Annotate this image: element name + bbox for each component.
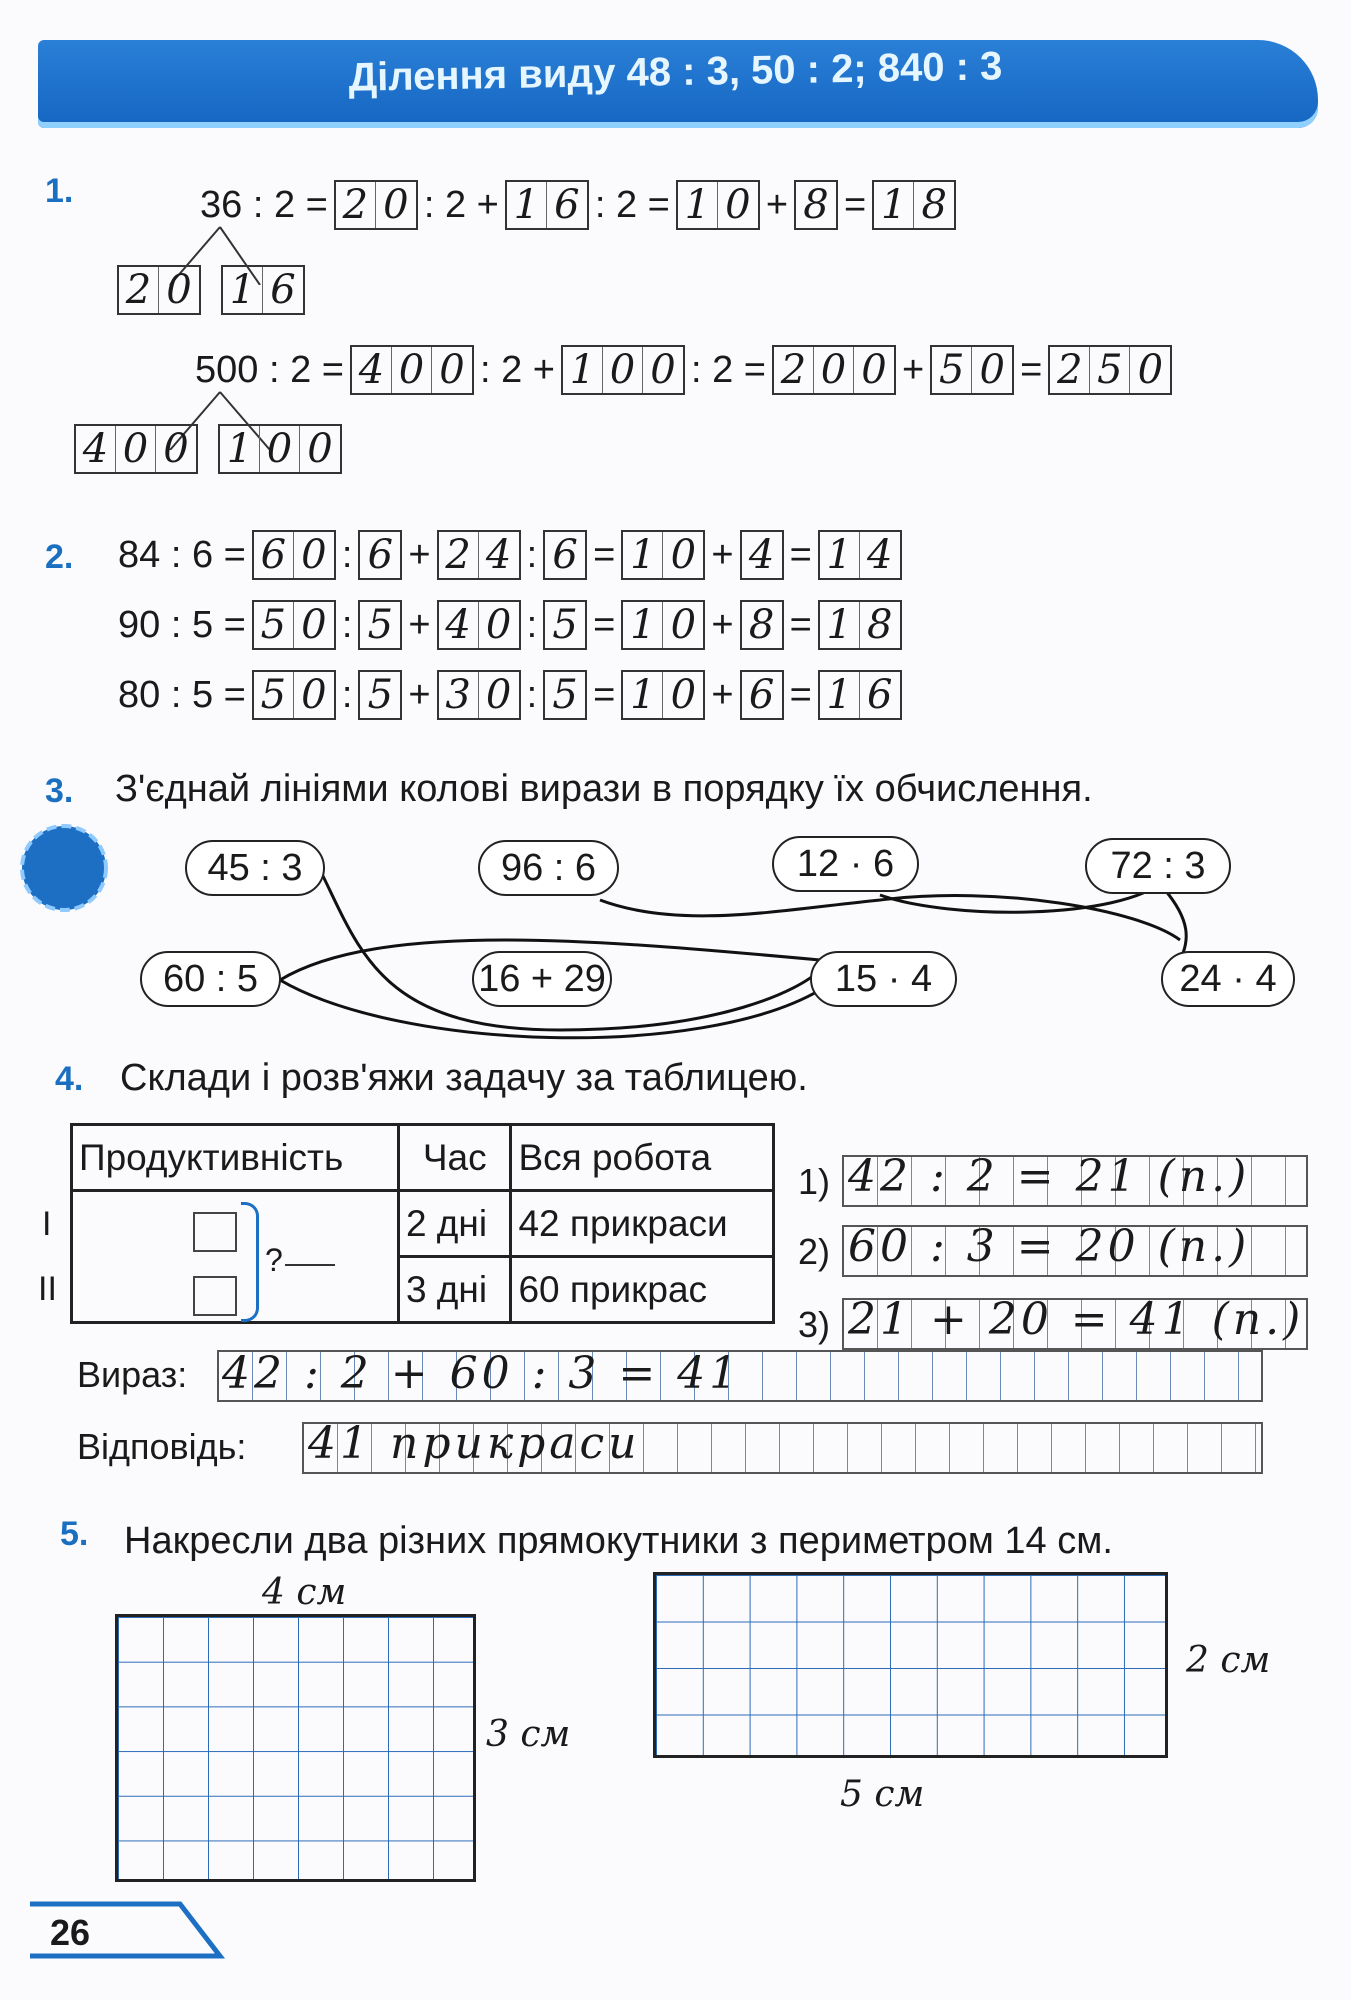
divider	[285, 1264, 335, 1266]
digit: 1	[874, 182, 914, 228]
digit: 0	[116, 426, 156, 472]
grid-cell	[984, 1424, 1018, 1472]
digit: 0	[301, 672, 327, 718]
answer-label: Відповідь:	[77, 1426, 247, 1467]
work-cell: 42 прикраси	[511, 1191, 774, 1257]
rect2-height-label: 2 см	[1186, 1640, 1271, 1681]
ex2-row	[112, 600, 902, 650]
time-cell: 3 дні	[398, 1257, 511, 1323]
oval-expression[interactable]: 16 + 29	[472, 951, 612, 1007]
expression: 80 : 5 =	[118, 673, 246, 716]
operator: =	[844, 183, 867, 226]
answer-box[interactable]	[676, 180, 760, 230]
expression: 36 : 2 =	[200, 183, 328, 226]
answer-box[interactable]	[1048, 345, 1172, 395]
oval-expression[interactable]: 15 · 4	[810, 951, 957, 1007]
digit: 0	[392, 347, 432, 393]
grid-cell	[865, 1352, 899, 1400]
grid-cell	[1137, 1352, 1171, 1400]
exercise-4-number: 4.	[55, 1060, 84, 1098]
digit: 4	[76, 426, 116, 472]
exercise-3-number: 3.	[45, 772, 74, 810]
exercise-2-number: 2.	[45, 538, 74, 576]
table-row	[72, 1191, 774, 1257]
answer-text: 41 прикраси	[308, 1418, 641, 1469]
answer-box[interactable]	[818, 600, 902, 650]
digit: 1	[563, 347, 603, 393]
operator: =	[593, 603, 616, 646]
digit: 8	[748, 602, 775, 648]
grid-cell	[882, 1424, 916, 1472]
digit: 0	[979, 347, 1005, 393]
grid-cell	[1018, 1424, 1052, 1472]
step-text: 42 : 2 = 21 (п.)	[848, 1151, 1251, 1202]
grid-cell	[950, 1424, 984, 1472]
digit: 1	[820, 672, 860, 718]
digit: 5	[254, 672, 294, 718]
operator: =	[1020, 348, 1043, 391]
step-text: 21 + 20 = 41 (п.)	[848, 1294, 1305, 1345]
digit: 0	[725, 182, 751, 228]
digit: 6	[270, 267, 296, 313]
step-number: 2)	[798, 1231, 831, 1272]
digit: 1	[623, 602, 663, 648]
operator: : 2 +	[479, 348, 555, 391]
empty-box[interactable]	[193, 1212, 237, 1252]
expression: 84 : 6 =	[118, 533, 246, 576]
operator: +	[711, 603, 734, 646]
operator: +	[765, 183, 789, 226]
grid-cell	[1222, 1424, 1256, 1472]
brace-icon	[241, 1202, 259, 1322]
digit: 4	[748, 532, 775, 578]
oval-expression[interactable]: 96 : 6	[478, 840, 619, 896]
operator: +	[408, 603, 431, 646]
digit: 5	[367, 602, 394, 648]
header-cell: Вся робота	[511, 1125, 774, 1191]
operator: +	[408, 673, 431, 716]
digit: 6	[748, 672, 775, 718]
exercise-5-task: Накресли два різних прямокутники з периметром 14 см.	[124, 1520, 1113, 1562]
step-number: 1)	[798, 1161, 831, 1202]
digit: 6	[554, 182, 580, 228]
answer-box[interactable]	[818, 530, 902, 580]
operator: +	[408, 533, 431, 576]
operator: :	[341, 603, 353, 646]
digit: 8	[921, 182, 947, 228]
ex2-row	[112, 530, 902, 580]
grid-cell	[916, 1424, 950, 1472]
grid-cell	[780, 1424, 814, 1472]
operator: =	[593, 673, 616, 716]
operator: :	[526, 673, 538, 716]
answer-box[interactable]	[437, 600, 521, 650]
grid-cell	[1103, 1352, 1137, 1400]
answer-box[interactable]	[252, 530, 336, 580]
grid-cell	[1120, 1424, 1154, 1472]
answer-box[interactable]	[621, 600, 705, 650]
answer-box[interactable]	[358, 530, 402, 580]
answer-box[interactable]	[872, 180, 956, 230]
digit: 4	[867, 532, 893, 578]
digit: 3	[439, 672, 479, 718]
grid-cell	[1205, 1352, 1239, 1400]
expression-label: Вираз:	[77, 1354, 188, 1395]
grid-cell	[1086, 1424, 1120, 1472]
ex1-line1	[194, 180, 956, 230]
exercise-3-task: З'єднай лініями колові вирази в порядку їх обчислення.	[115, 768, 1093, 810]
ex2-row	[112, 670, 902, 720]
ex1-split1	[117, 265, 305, 315]
answer-box[interactable]	[74, 424, 198, 474]
digit: 6	[254, 532, 294, 578]
grid-cell	[831, 1352, 865, 1400]
oval-expression[interactable]: 72 : 3	[1085, 838, 1231, 894]
digit: 6	[867, 672, 893, 718]
answer-box[interactable]	[543, 600, 587, 650]
grid-cell	[814, 1424, 848, 1472]
grid-cell	[967, 1352, 1001, 1400]
digit: 0	[166, 267, 192, 313]
oval-expression[interactable]: 60 : 5	[140, 951, 281, 1007]
digit: 6	[552, 532, 578, 578]
digit: 1	[623, 672, 663, 718]
data-table	[70, 1123, 775, 1324]
digit: 6	[367, 532, 394, 578]
answer-box[interactable]	[358, 670, 402, 720]
grid-cell	[678, 1424, 712, 1472]
answer-box[interactable]	[740, 670, 784, 720]
line-96-6-to-24-4	[600, 896, 1180, 940]
operator: =	[593, 533, 616, 576]
grid-cell	[1001, 1352, 1035, 1400]
digit: 4	[439, 602, 479, 648]
digit: 8	[867, 602, 893, 648]
operator: =	[789, 533, 812, 576]
oval-expression[interactable]: 12 · 6	[772, 836, 919, 892]
ex1-split2	[74, 424, 342, 474]
rectangle-grid-2	[653, 1572, 1168, 1758]
operator: +	[901, 348, 925, 391]
grid-cell	[1154, 1424, 1188, 1472]
ex1-line2	[189, 345, 1172, 395]
operator: :	[526, 603, 538, 646]
rect1-height-label: 3 см	[486, 1714, 571, 1755]
expression: 90 : 5 =	[118, 603, 246, 646]
answer-box[interactable]	[740, 530, 784, 580]
operator: =	[789, 603, 812, 646]
grid-cell	[933, 1352, 967, 1400]
answer-box[interactable]	[252, 600, 336, 650]
digit: 2	[119, 267, 159, 313]
operator: +	[711, 533, 734, 576]
digit: 0	[814, 347, 854, 393]
digit: 0	[861, 347, 887, 393]
answer-box[interactable]	[505, 180, 589, 230]
digit: 5	[932, 347, 972, 393]
answer-box[interactable]	[437, 530, 521, 580]
answer-box[interactable]	[350, 345, 474, 395]
answer-box[interactable]	[252, 670, 336, 720]
answer-box[interactable]	[930, 345, 1014, 395]
digit: 5	[367, 672, 394, 718]
header-cell: Час	[398, 1125, 511, 1191]
step-text: 60 : 3 = 20 (п.)	[848, 1221, 1251, 1272]
digit: 0	[670, 602, 697, 648]
exercise-5-number: 5.	[60, 1515, 89, 1553]
productivity-cell	[72, 1191, 399, 1323]
header-cell: Продуктивність	[72, 1125, 399, 1191]
digit: 1	[507, 182, 547, 228]
operator: : 2 =	[690, 348, 766, 391]
grid-cell	[1035, 1352, 1069, 1400]
digit: 0	[260, 426, 300, 472]
line-72-3-to-24-4	[1165, 890, 1186, 960]
grid-cell	[746, 1424, 780, 1472]
expression-answer: 42 : 2 + 60 : 3 = 41	[222, 1348, 742, 1399]
grid-cell	[1069, 1352, 1103, 1400]
answer-box[interactable]	[740, 600, 784, 650]
answer-box[interactable]	[621, 670, 705, 720]
answer-box[interactable]	[772, 345, 896, 395]
digit: 5	[254, 602, 294, 648]
operator: =	[789, 673, 812, 716]
oval-expression[interactable]: 45 : 3	[185, 840, 325, 896]
time-cell: 2 дні	[398, 1191, 511, 1257]
answer-box[interactable]	[117, 265, 201, 315]
digit: 0	[301, 532, 327, 578]
operator: +	[711, 673, 734, 716]
digit: 0	[485, 602, 512, 648]
digit: 0	[650, 347, 676, 393]
grid-cell	[1052, 1424, 1086, 1472]
grid-cell	[1252, 1157, 1286, 1205]
step-number: 3)	[798, 1304, 831, 1345]
operator: :	[341, 673, 353, 716]
digit: 0	[603, 347, 643, 393]
answer-box[interactable]	[218, 424, 342, 474]
grid-cell	[1252, 1227, 1286, 1275]
operator: :	[526, 533, 538, 576]
question-mark: ?	[265, 1242, 283, 1278]
digit: 1	[223, 267, 263, 313]
grid-cell	[763, 1352, 797, 1400]
answer-box[interactable]	[437, 670, 521, 720]
digit: 8	[803, 182, 829, 228]
digit: 2	[1050, 347, 1090, 393]
digit: 1	[623, 532, 663, 578]
digit: 0	[485, 672, 512, 718]
digit: 1	[220, 426, 260, 472]
digit: 1	[678, 182, 718, 228]
digit: 0	[439, 347, 465, 393]
digit: 0	[163, 426, 189, 472]
rectangle-grid-1	[115, 1614, 476, 1882]
work-cell: 60 прикрас	[511, 1257, 774, 1323]
answer-box[interactable]	[221, 265, 305, 315]
digit: 1	[820, 532, 860, 578]
answer-box[interactable]	[794, 180, 838, 230]
answer-box[interactable]	[621, 530, 705, 580]
exercise-1-number: 1.	[45, 172, 74, 210]
digit: 2	[774, 347, 814, 393]
digit: 0	[301, 602, 327, 648]
operator: : 2 =	[594, 183, 670, 226]
digit: 0	[670, 532, 697, 578]
grid-cell	[644, 1424, 678, 1472]
exercise-4-task: Склади і розв'яжи задачу за таблицею.	[120, 1057, 808, 1099]
digit: 4	[485, 532, 512, 578]
rect1-width-label: 4 см	[262, 1572, 347, 1613]
operator: : 2 +	[423, 183, 499, 226]
answer-box[interactable]	[561, 345, 685, 395]
digit: 0	[670, 672, 697, 718]
digit: 0	[1137, 347, 1164, 393]
digit: 0	[307, 426, 333, 472]
grid-cell	[899, 1352, 933, 1400]
rect2-width-label: 5 см	[840, 1774, 925, 1815]
digit: 0	[383, 182, 409, 228]
answer-box[interactable]	[334, 180, 418, 230]
ex2-rows	[112, 530, 902, 740]
answer-box[interactable]	[543, 530, 587, 580]
digit: 5	[552, 602, 578, 648]
answer-box[interactable]	[358, 600, 402, 650]
answer-box[interactable]	[818, 670, 902, 720]
operator: :	[341, 533, 353, 576]
digit: 2	[336, 182, 376, 228]
grid-cell	[712, 1424, 746, 1472]
grid-cell	[848, 1424, 882, 1472]
table-header-row	[72, 1125, 774, 1191]
digit: 1	[820, 602, 860, 648]
page-number: 26	[50, 1912, 91, 1953]
expression: 500 : 2 =	[195, 348, 344, 391]
grid-cell	[1188, 1424, 1222, 1472]
digit: 5	[552, 672, 578, 718]
grid-cell	[1171, 1352, 1205, 1400]
oval-expression[interactable]: 24 · 4	[1161, 951, 1295, 1007]
empty-box[interactable]	[193, 1276, 237, 1316]
row-label: II	[38, 1270, 57, 1308]
digit: 2	[439, 532, 479, 578]
digit: 4	[352, 347, 392, 393]
grid-cell	[797, 1352, 831, 1400]
answer-box[interactable]	[543, 670, 587, 720]
page-title: Ділення виду 48 : 3, 50 : 2; 840 : 3	[348, 44, 1003, 100]
digit: 5	[1090, 347, 1130, 393]
row-label: I	[42, 1205, 52, 1243]
